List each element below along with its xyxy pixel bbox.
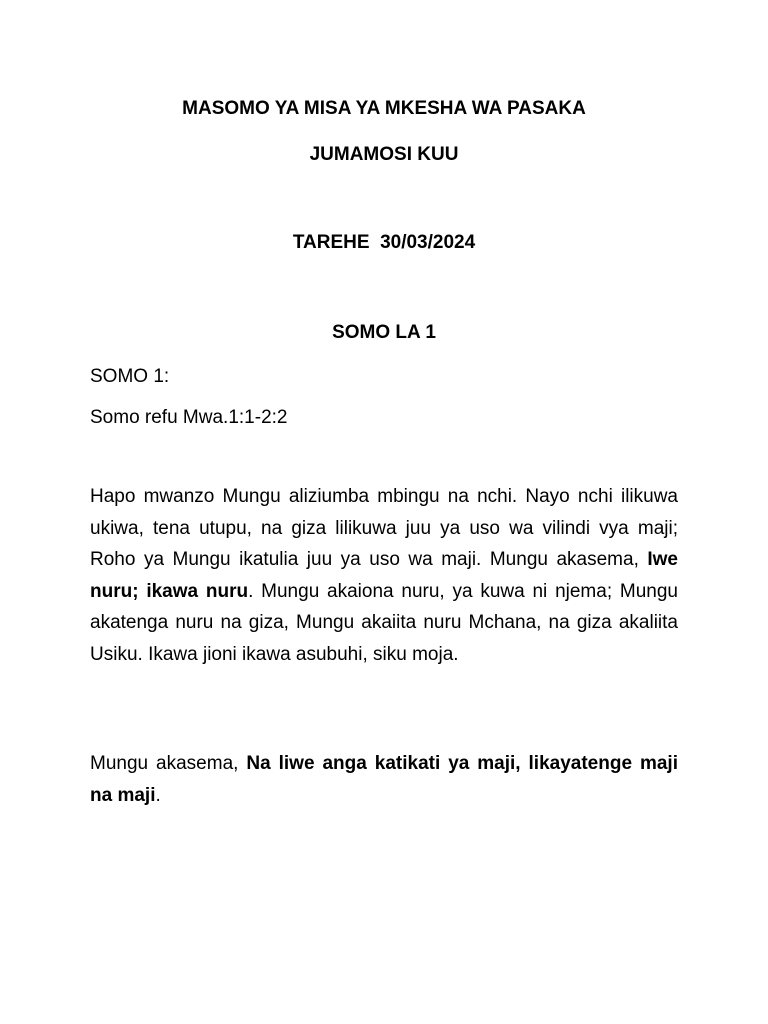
paragraph-1-text-a: Hapo mwanzo Mungu aliziumba mbingu na nchi. Nayo nchi ilikuwa ukiwa, tena utupu, na giza lilikuwa juu ya uso wa vilindi vya maji; Roho ya Mungu ikatulia juu ya uso wa maji. Mungu akasema, [90,486,678,570]
date-line: TAREHE 30/03/2024 [292,232,476,253]
paragraph-1 [90,481,678,670]
document-title: MASOMO YA MISA YA MKESHA WA PASAKA [182,98,586,119]
paragraph-1-text-b: . Mungu akaiona nuru, ya kuwa ni njema; Mungu akatenga nuru na giza, Mungu akaiita nuru Mchana, na giza akaliita Usiku. Ikawa jioni ikawa asubuhi, siku moja. [90,580,678,665]
reading-reference: Somo refu Mwa.1:1-2:2 [90,407,288,428]
document-subtitle: JUMAMOSI KUU [309,144,459,165]
paragraph-1-bold: Iwe nuru; ikawa nuru [90,549,678,602]
paragraph-2-text-a: Mungu akasema, [90,753,247,774]
paragraph-2-text-b: . [155,784,161,806]
section-heading: SOMO LA 1 [332,322,436,343]
reading-label: SOMO 1: [90,366,170,387]
paragraph-2 [90,748,678,811]
paragraph-2-bold: Na liwe anga katikati ya maji, likayatenge maji na maji [90,753,678,806]
